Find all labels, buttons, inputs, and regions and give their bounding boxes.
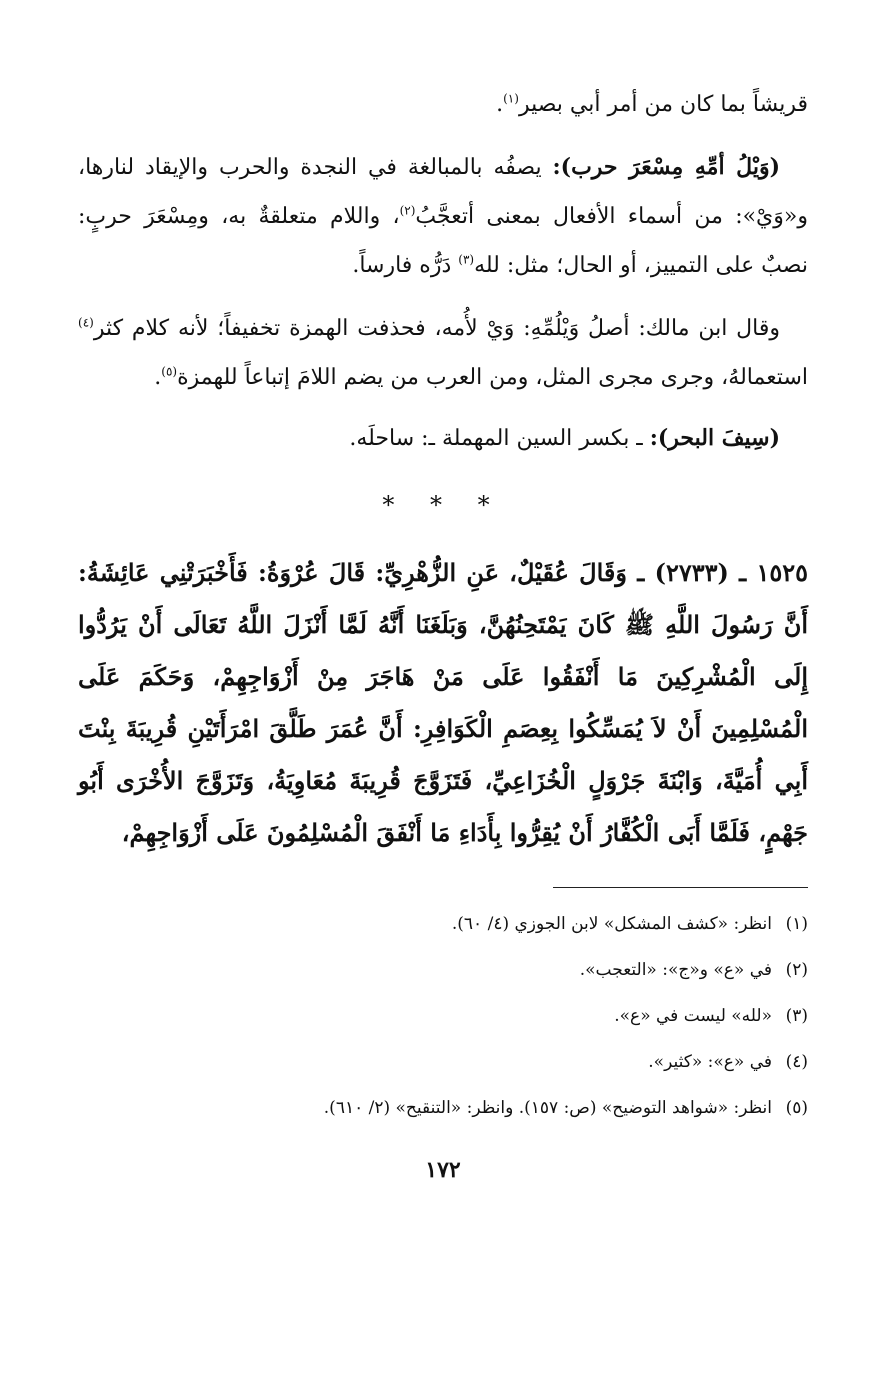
paragraph-1-text: قريشاً بما كان من أمر أبي بصير — [518, 92, 808, 117]
footnote-number: (٣) — [785, 1006, 808, 1026]
paragraph-4-heading: (سِيفَ البحر): — [649, 425, 780, 451]
paragraph-3-text: وقال ابن مالك: أصلُ وَيْلُمِّهِ: وَيْ لأُمه، فحذفت الهمزة تخفيفاً؛ لأنه كلام كثر — [93, 316, 780, 341]
paragraph-2-text: يصفُه بالمبالغة في النجدة والحرب والإيقاد لنارها، و«وَيْ»: من أسماء الأفعال بمعنى أتعجَّبُ — [78, 155, 808, 229]
paragraph-2 — [78, 143, 808, 290]
footnote-text: في «ع»: «كثير». — [648, 1052, 772, 1072]
footnotes — [78, 901, 808, 1131]
footnote-text: انظر: «كشف المشكل» لابن الجوزي (٤/ ٦٠). — [451, 914, 772, 934]
footnote-ref-3[interactable]: (٣) — [458, 252, 475, 267]
section-separator: * * * — [382, 491, 504, 519]
footnote-ref-5[interactable]: (٥) — [161, 364, 178, 379]
footnote-ref-4[interactable]: (٤) — [78, 315, 94, 330]
footnote-text: «لله» ليست في «ع». — [614, 1006, 772, 1026]
footnote-item — [78, 901, 808, 947]
paragraph-3-text-2: استعمالهُ، وجرى مجرى المثل، ومن العرب من يضم اللامَ إتباعاً للهمزة — [177, 365, 808, 390]
paragraph-3 — [78, 304, 808, 402]
paragraph-1 — [78, 80, 808, 129]
footnote-ref-1[interactable]: (١) — [503, 91, 519, 106]
paragraph-4-text: ـ بكسر السين المهملة ـ: ساحلَه. — [349, 426, 650, 451]
paragraph-2-text-2: ، واللام متعلقةٌ به، ومِسْعَرَ حربٍ: نصبٌ على التمييز، أو الحال؛ مثل: لله — [78, 204, 808, 278]
page-number: ١٧٢ — [425, 1157, 461, 1183]
footnote-divider-line — [553, 887, 808, 888]
footnote-number: (٤) — [785, 1052, 808, 1072]
footnote-ref-2[interactable]: (٢) — [399, 203, 416, 218]
paragraph-1-tail: . — [496, 92, 504, 117]
hadith-text: ١٥٢٥ ـ (٢٧٣٣) ـ وَقَالَ عُقَيْلٌ، عَنِ الزُّهْرِيِّ: قَالَ عُرْوَةُ: فَأَخْبَرَتْنِي عَائِشَةُ: أَنَّ رَسُولَ اللَّهِ ﷺ كَانَ يَمْتَحِنُهُنَّ، وَبَلَغَنَا أَنَّهُ لَمَّا أَنْزَلَ اللَّهُ تَعَالَى أَنْ يَرُدُّوا إِلَى الْمُشْرِكِينَ مَا أَنْفَقُوا عَلَى مَنْ هَاجَرَ مِنْ أَزْوَاجِهِمْ، وَحَكَمَ عَلَى الْمُسْلِمِينَ أَنْ لاَ يُمَسِّكُوا بِعِصَمِ الْكَوَافِرِ: أَنَّ عُمَرَ طَلَّقَ امْرَأَتَيْنِ قُرِيبَةَ بِنْتَ أَبِي أُمَيَّةَ، وَابْنَةَ جَرْوَلٍ الْخُزَاعِيِّ، فَتَزَوَّجَ قُرِيبَةَ مُعَاوِيَةُ، وَتَزَوَّجَ الأُخْرَى أَبُو جَهْمٍ، فَلَمَّا أَبَى الْكُفَّارُ أَنْ يُقِرُّوا بِأَدَاءِ مَا أَنْفَقَ الْمُسْلِمُونَ عَلَى أَزْوَاجِهِمْ، — [78, 558, 808, 847]
footnote-number: (٥) — [785, 1098, 808, 1118]
footnote-text: انظر: «شواهد التوضيح» (ص: ١٥٧). وانظر: «التنقيح» (٢/ ٦١٠). — [323, 1098, 772, 1118]
footnote-number: (١) — [785, 914, 808, 934]
footnote-number: (٢) — [785, 960, 808, 980]
paragraph-2-text-3: دَرُّه فارساً. — [352, 253, 459, 278]
footnote-text: في «ع» و«ج»: «التعجب». — [579, 960, 772, 980]
footnote-item — [78, 1085, 808, 1131]
paragraph-4 — [78, 414, 808, 463]
footnote-item — [78, 993, 808, 1039]
footnote-item — [78, 1039, 808, 1085]
footnote-item — [78, 947, 808, 993]
paragraph-3-tail: . — [154, 365, 162, 390]
footnote-divider — [78, 887, 808, 889]
paragraph-2-heading: (وَيْلُ أمِّهِ مِسْعَرَ حرب): — [552, 154, 780, 180]
book-page — [78, 78, 808, 1308]
